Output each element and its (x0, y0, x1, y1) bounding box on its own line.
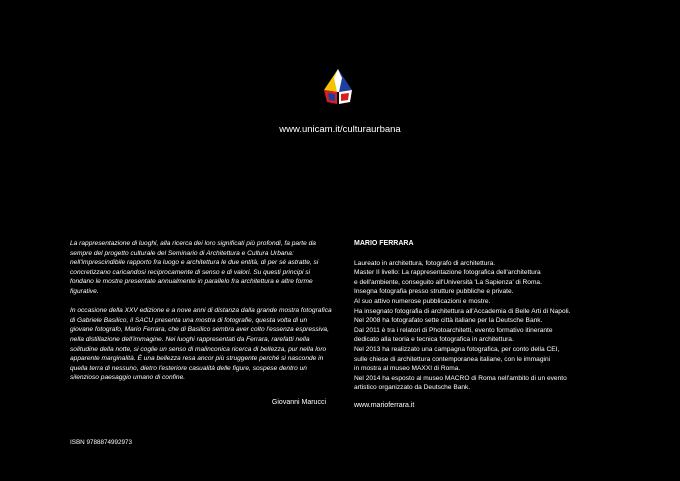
bio-column (354, 239, 629, 393)
bio-line: Laureato in architettura, fotografo di architettura. (354, 259, 496, 267)
bio-line: Dal 2011 è tra i relatori di Photoarchitetti, evento formativo itinerante (354, 326, 553, 334)
bio-line: in mostra al museo MAXXI di Roma. (354, 365, 461, 373)
bio-line: Master II livello: La rappresentazione fotografica dell'architettura (354, 269, 541, 277)
bio-line: Al suo attivo numerose pubblicazioni e mostre. (354, 297, 491, 305)
tent-color-logo-icon (320, 68, 356, 106)
culturaurbana-url-link[interactable]: www.unicam.it/culturaurbana (279, 124, 401, 135)
bio-line: sulle chiese di architettura contemporanea italiane, con le immagini (354, 355, 551, 363)
photographer-website-link[interactable]: www.marioferrara.it (354, 402, 415, 409)
bio-text (354, 259, 629, 393)
isbn-code: ISBN 9788874992973 (70, 439, 132, 446)
bio-line: Insegna fotografia presso strutture pubbliche e private. (354, 288, 514, 296)
bio-line: Nel 2014 ha esposto al museo MACRO di Roma nell'ambito di un evento (354, 374, 567, 382)
essay-column (70, 239, 332, 383)
essay-paragraph-1: La rappresentazione di luoghi, alla ricerca dei loro significati più profondi, fa parte da sempre del progetto culturale del Seminario di Architettura e Cultura Urbana: nell'imprescindibile rapporto fra luogo e architettura le due entità, di per sé astratte, si concretizzano caricandosi reciprocamente di senso e di valori. Su questi principi si fondano le mostre presentate annualmente in parallelo fra architettura e altre forme figurative. (70, 240, 319, 295)
essay-paragraph-2: In occasione della XXV edizione e a nove anni di distanza dalla grande mostra fotografica di Gabriele Basilico, il SACU presenta una mostra di fotografie, questa volta di un giovane fotografo, Mario Ferrara, che di Basilico sembra aver colto l'essenza espressiva, nella distillazione dell'immagine. Nei luoghi rappresentati da Ferrara, rarefatti nella solitudine della notte, si coglie un senso di malinconica ricerca di bellezza, pur nella loro apparente marginalità. È una bellezza resa ancor più struggente perché si nasconde in quella terra di nessuno, dietro l'esteriore casualità delle figure, sospese dentro un silenzioso paesaggio umano di confine. (70, 307, 332, 382)
photographer-name: MARIO FERRARA (354, 240, 414, 247)
bio-line: e dell'ambiente, conseguito all'Università 'La Sapienza' di Roma. (354, 278, 542, 286)
bio-line: Ha insegnato fotografia di architettura all'Accademia di Belle Arti di Napoli. (354, 307, 571, 315)
bio-line: dedicato alla teoria e tecnica fotografica in architettura. (354, 336, 514, 344)
bio-line: artistico organizzato da Deutsche Bank. (354, 384, 471, 392)
bio-line: Nel 2008 ha fotografato sette città italiane per la Deutsche Bank. (354, 317, 543, 325)
bio-line: Nel 2013 ha realizzato una campagna fotografica, per conto della CEI, (354, 345, 560, 353)
essay-signature: Giovanni Marucci (271, 399, 326, 406)
